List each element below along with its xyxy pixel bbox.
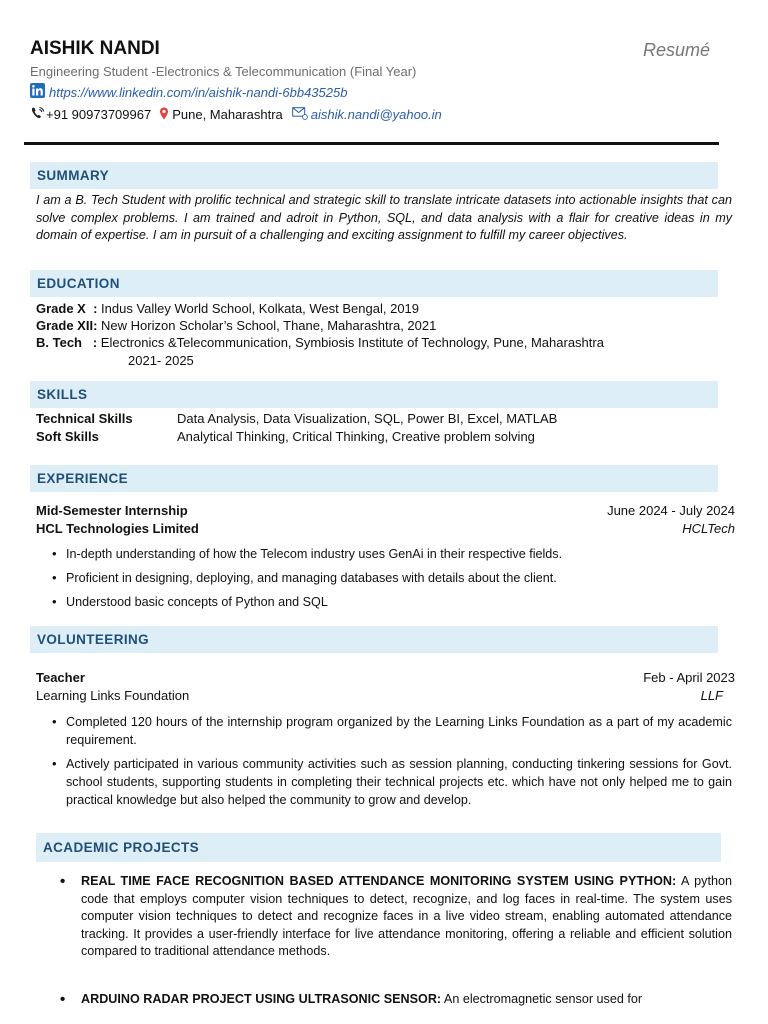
education-row-grade-xii: Grade XII: New Horizon Scholar’s School, Thane, Maharashtra, 2021 <box>36 318 437 333</box>
skills-heading: SKILLS <box>30 381 718 408</box>
summary-text: I am a B. Tech Student with prolific technical and strategic skill to translate intricate datasets into actionable insights that can solve complex problems. I am trained and adroit in Python, SQL, and data analysis with a flair for creative ideas in my domain of expertise. I am in pursuit of a challenging and exciting assignment to fulfill my career objectives. <box>36 193 732 242</box>
experience-tag: HCLTech <box>682 521 735 536</box>
volunteering-role: Teacher <box>36 670 85 685</box>
location-pin-icon <box>159 107 169 123</box>
skill-row-soft: Soft Skills Analytical Thinking, Critical Thinking, Creative problem solving <box>36 429 535 444</box>
projects-heading: ACADEMIC PROJECTS <box>36 833 721 862</box>
volunteering-heading: VOLUNTEERING <box>30 626 718 653</box>
list-item: • Understood basic concepts of Python and SQL <box>52 593 732 611</box>
list-item: • Actively participated in various community activities such as session planning, conducting tinkering sessions for Govt. school students, supporting students in completing their technical projects etc. which have not only helped me to gain practical knowledge but also helped the community to grow and develop. <box>52 755 732 809</box>
linkedin-icon <box>30 83 45 101</box>
experience-heading: EXPERIENCE <box>30 465 718 492</box>
experience-dates: June 2024 - July 2024 <box>607 503 735 518</box>
linkedin-row <box>30 83 347 101</box>
linkedin-link[interactable]: https://www.linkedin.com/in/aishik-nandi-6bb43525b <box>49 84 348 100</box>
education-heading: EDUCATION <box>30 270 718 297</box>
phone-icon <box>30 106 46 123</box>
education-row-btech: B. Tech : Electronics &Telecommunication, Symbiosis Institute of Technology, Pune, Maharashtra <box>36 335 604 350</box>
volunteering-bullets <box>52 713 732 815</box>
list-item: • Completed 120 hours of the internship program organized by the Learning Links Foundation as a part of my academic requirement. <box>52 713 732 749</box>
skill-row-technical: Technical Skills Data Analysis, Data Visualization, SQL, Power BI, Excel, MATLAB <box>36 411 558 426</box>
volunteering-dates: Feb - April 2023 <box>643 670 735 685</box>
summary-heading: SUMMARY <box>30 162 718 189</box>
projects-list <box>60 873 732 1008</box>
phone-number: +91 90973709967 <box>46 107 152 122</box>
experience-role: Mid-Semester Internship <box>36 503 188 518</box>
volunteering-org: Learning Links Foundation <box>36 688 190 703</box>
education-btech-years: 2021- 2025 <box>128 353 194 368</box>
document-label: Resumé <box>642 40 710 60</box>
email-link[interactable]: aishik.nandi@yahoo.in <box>310 107 442 122</box>
candidate-subtitle: Engineering Student -Electronics & Telecommunication (Final Year) <box>30 64 417 79</box>
list-item: • REAL TIME FACE RECOGNITION BASED ATTENDANCE MONITORING SYSTEM USING PYTHON: A python code that employs computer vision techniques to detect, recognize, and log faces in real-time. The system uses computer vision techniques to detect and recognize faces in a live video stream, enabling automated attendance tracking. It provides a user-friendly interface for live attendance monitoring, offering a reliable and efficient solution compared to traditional attendance methods. <box>60 873 732 961</box>
contact-row <box>30 106 442 123</box>
candidate-name: AISHIK NANDI <box>30 38 160 59</box>
volunteering-tag: LLF <box>700 688 723 703</box>
experience-company: HCL Technologies Limited <box>36 521 199 536</box>
email-icon <box>292 107 308 123</box>
header-divider <box>24 142 719 145</box>
experience-bullets <box>52 545 732 617</box>
list-item: • Proficient in designing, deploying, and managing databases with details about the client. <box>52 569 732 587</box>
education-row-grade-x: Grade X : Indus Valley World School, Kolkata, West Bengal, 2019 <box>36 301 420 316</box>
list-item: • ARDUINO RADAR PROJECT USING ULTRASONIC SENSOR: An electromagnetic sensor used for <box>60 991 732 1009</box>
list-item: • In-depth understanding of how the Telecom industry uses GenAi in their respective fields. <box>52 545 732 563</box>
location-text: Pune, Maharashtra <box>172 107 283 122</box>
